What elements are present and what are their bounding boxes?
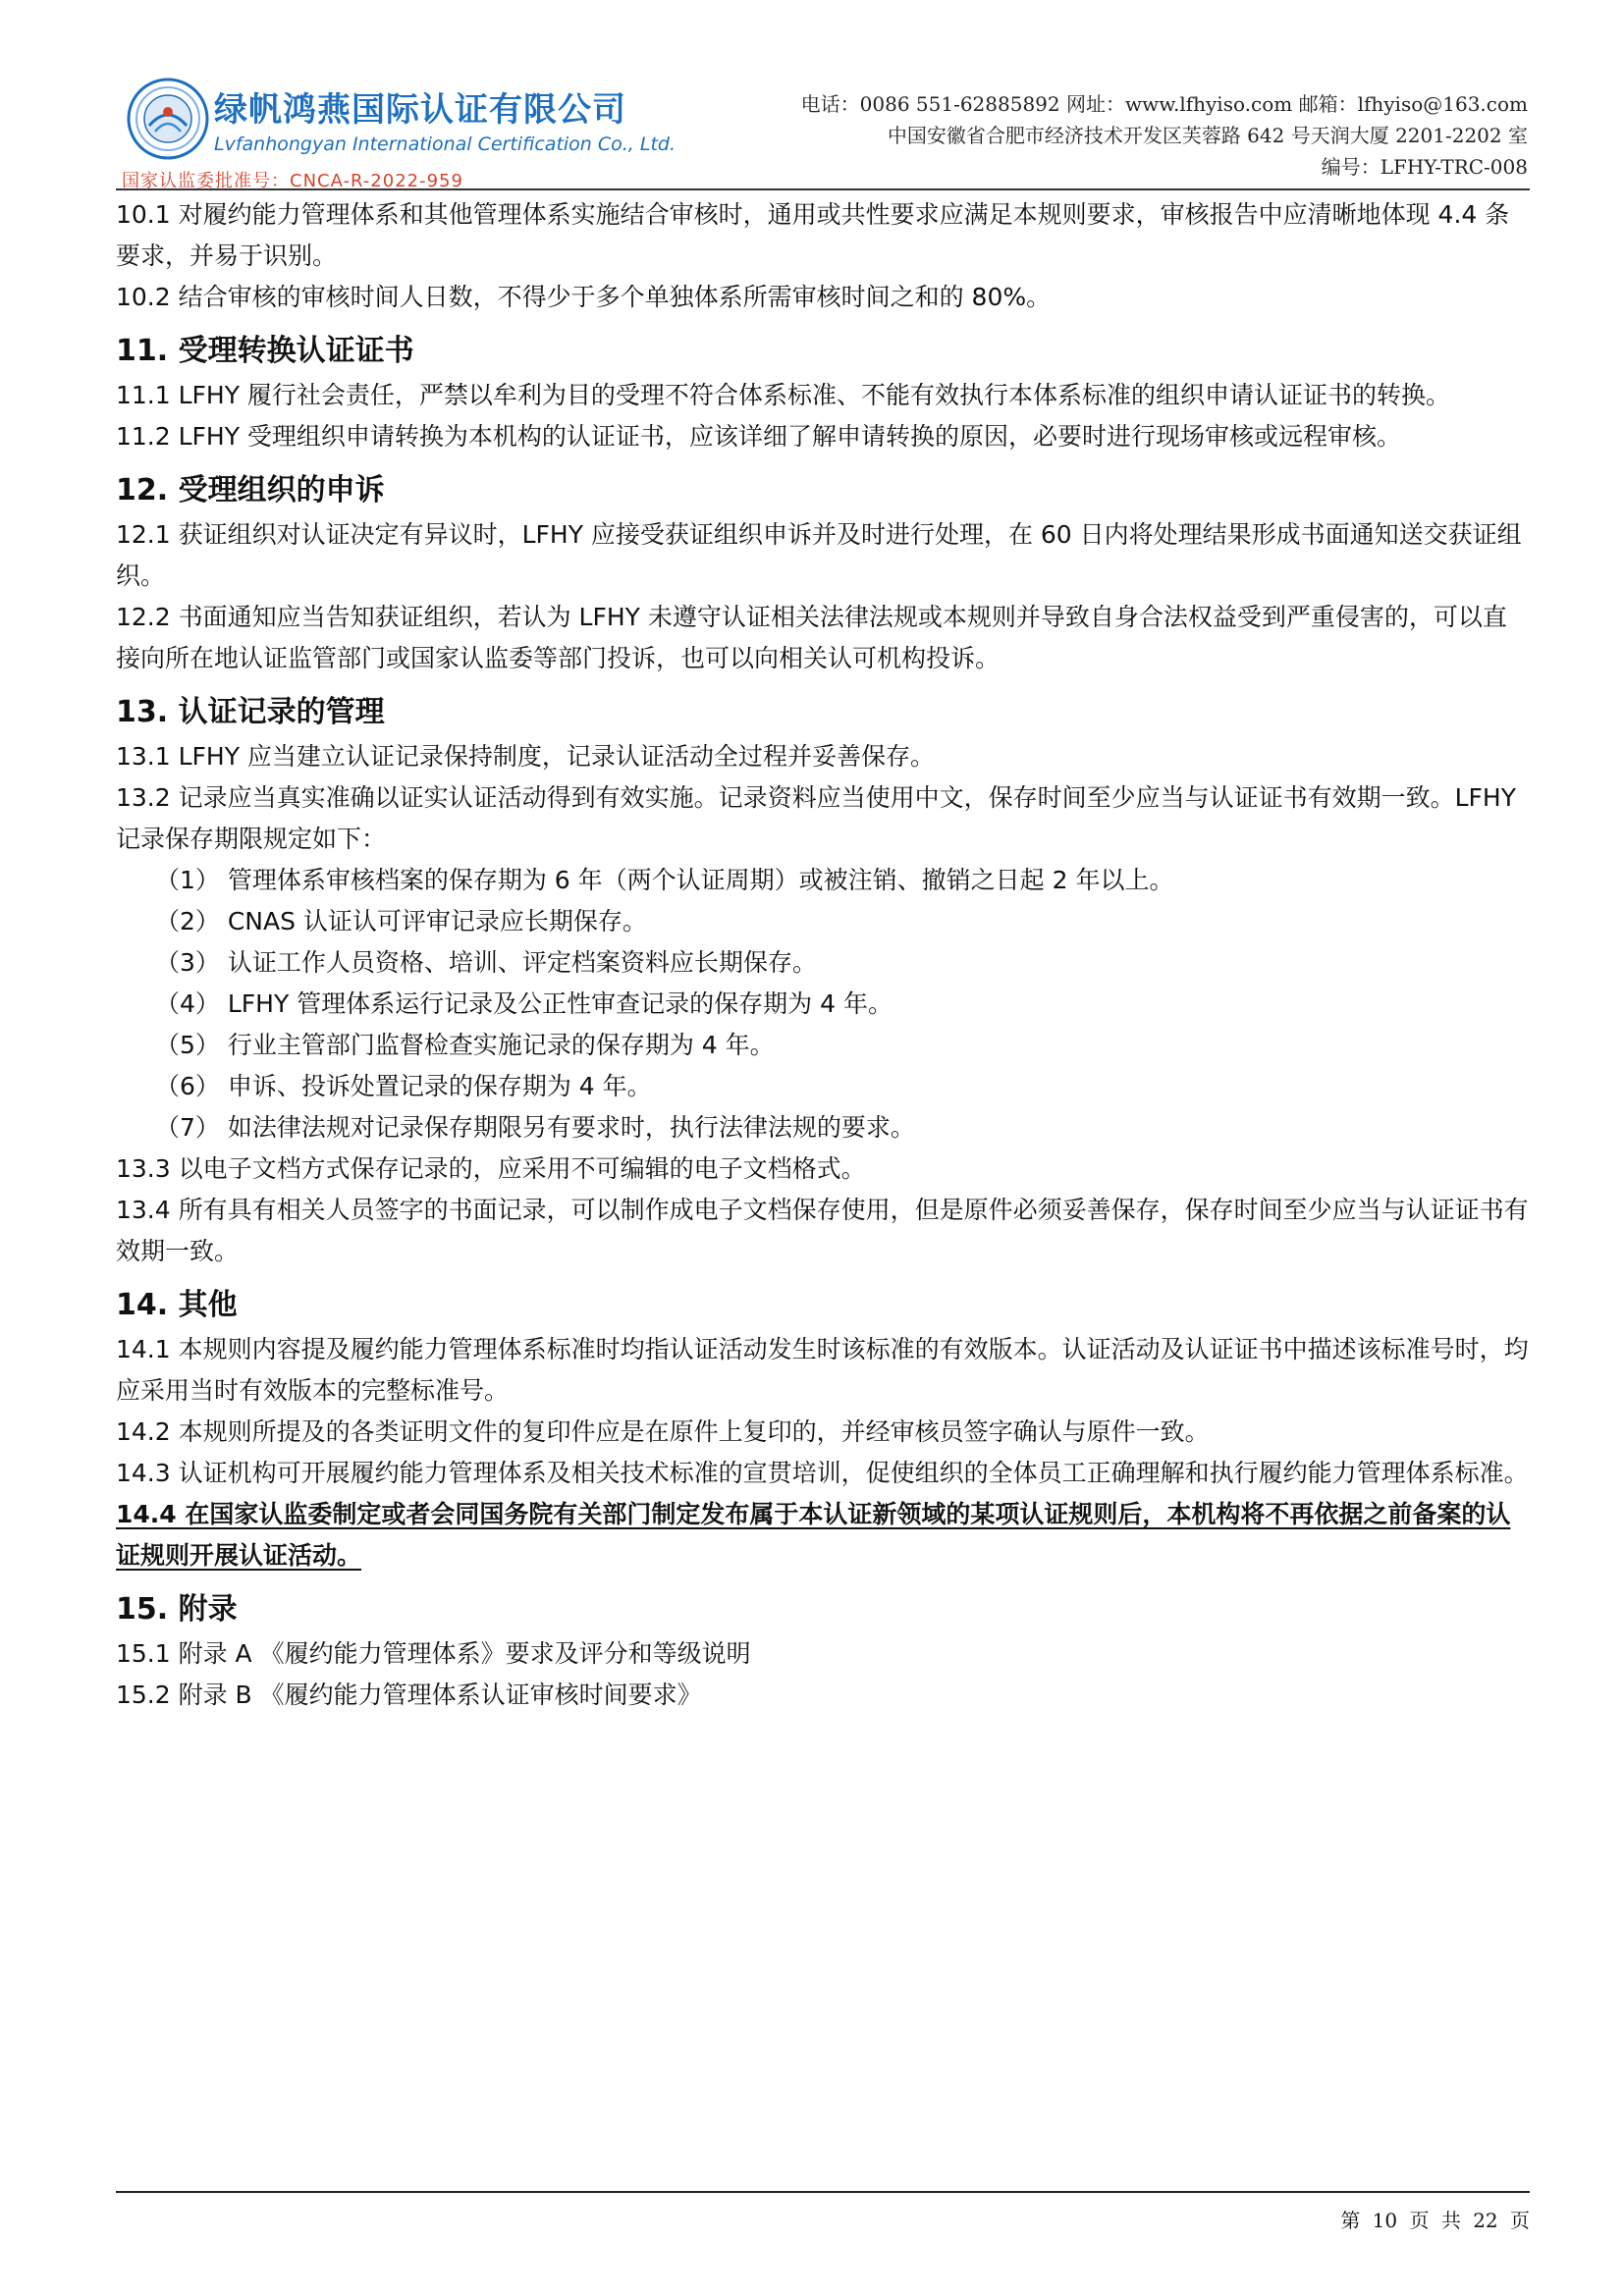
contact-address: 中国安徽省合肥市经济技术开发区芙蓉路 642 号天润大厦 2201-2202 室 <box>887 124 1528 147</box>
document-number: 编号：LFHY-TRC-008 <box>1321 155 1528 179</box>
clause-12-2: 12.2 书面通知应当告知获证组织，若认为 LFHY 未遵守认证相关法律法规或本规则并导致自身合法权益受到严重侵害的，可以直接向所在地认证监管部门或国家认监委等部门投诉，也可以向相关认可机构投诉。 <box>116 603 1507 672</box>
list-item: （3） 认证工作人员资格、培训、评定档案资料应长期保存。 <box>155 948 817 977</box>
company-name-cn: 绿帆鸿燕国际认证有限公司 <box>214 90 626 130</box>
company-logo-icon <box>126 77 210 161</box>
company-name-en: Lvfanhongyan International Certification Co., Ltd. <box>214 133 677 155</box>
list-item: （4） LFHY 管理体系运行记录及公正性审查记录的保存期为 4 年。 <box>155 989 893 1018</box>
clause-11-1: 11.1 LFHY 履行社会责任，严禁以牟利为目的受理不符合体系标准、不能有效执行本体系标准的组织申请认证证书的转换。 <box>116 381 1450 409</box>
section-11-heading: 11. 受理转换认证证书 <box>116 334 414 368</box>
page-number: 第 10 页 共 22 页 <box>1340 2209 1530 2232</box>
contact-phone-web-email: 电话：0086 551-62885892 网址：www.lfhyiso.com 邮箱：lfhyiso@163.com <box>800 92 1528 116</box>
document-body <box>116 194 1530 1716</box>
clause-14-1: 14.1 本规则内容提及履约能力管理体系标准时均指认证活动发生时该标准的有效版本。认证活动及认证证书中描述该标准号时，均应采用当时有效版本的完整标准号。 <box>116 1335 1529 1405</box>
clause-13-4: 13.4 所有具有相关人员签字的书面记录，可以制作成电子文档保存使用，但是原件必须妥善保存，保存时间至少应当与认证证书有效期一致。 <box>116 1196 1529 1265</box>
list-item: （1） 管理体系审核档案的保存期为 6 年（两个认证周期）或被注销、撤销之日起 2 年以上。 <box>155 866 1174 894</box>
section-13-heading: 13. 认证记录的管理 <box>116 695 385 729</box>
list-item: （2） CNAS 认证认可评审记录应长期保存。 <box>155 907 647 935</box>
clause-10-2: 10.2 结合审核的审核时间人日数，不得少于多个单独体系所需审核时间之和的 80%。 <box>116 283 1052 311</box>
contact-block <box>801 88 1528 183</box>
section-12-heading: 12. 受理组织的申诉 <box>116 473 385 507</box>
clause-14-3: 14.3 认证机构可开展履约能力管理体系及相关技术标准的宣贯培训，促使组织的全体员工正确理解和执行履约能力管理体系标准。 <box>116 1459 1529 1487</box>
clause-13-3: 13.3 以电子文档方式保存记录的，应采用不可编辑的电子文档格式。 <box>116 1154 866 1183</box>
clause-13-2: 13.2 记录应当真实准确以证实认证活动得到有效实施。记录资料应当使用中文，保存时间至少应当与认证证书有效期一致。LFHY 记录保存期限规定如下： <box>116 783 1516 853</box>
section-14-heading: 14. 其他 <box>116 1288 238 1322</box>
page-header <box>116 69 1530 191</box>
clause-13-1: 13.1 LFHY 应当建立认证记录保持制度，记录认证活动全过程并妥善保存。 <box>116 742 935 771</box>
clause-11-2: 11.2 LFHY 受理组织申请转换为本机构的认证证书，应该详细了解申请转换的原因，必要时进行现场审核或远程审核。 <box>116 422 1401 451</box>
appendix-b-item: 15.2 附录 B 《履约能力管理体系认证审核时间要求》 <box>116 1681 702 1709</box>
clause-10-1: 10.1 对履约能力管理体系和其他管理体系实施结合审核时，通用或共性要求应满足本规则要求，审核报告中应清晰地体现 4.4 条要求，并易于识别。 <box>116 200 1510 270</box>
section-15-heading: 15. 附录 <box>116 1592 238 1627</box>
header-divider <box>116 188 1530 190</box>
appendix-a-item: 15.1 附录 A 《履约能力管理体系》要求及评分和等级说明 <box>116 1639 751 1668</box>
list-item: （6） 申诉、投诉处置记录的保存期为 4 年。 <box>155 1072 652 1100</box>
list-item: （5） 行业主管部门监督检查实施记录的保存期为 4 年。 <box>155 1031 775 1059</box>
clause-14-2: 14.2 本规则所提及的各类证明文件的复印件应是在原件上复印的，并经审核员签字确认与原件一致。 <box>116 1417 1210 1446</box>
footer-divider <box>116 2191 1530 2193</box>
list-item: （7） 如法律法规对记录保存期限另有要求时，执行法律法规的要求。 <box>155 1113 915 1142</box>
approval-number: 国家认监委批准号：CNCA-R-2022-959 <box>122 171 463 191</box>
clause-12-1: 12.1 获证组织对认证决定有异议时，LFHY 应接受获证组织申诉并及时进行处理，在 60 日内将处理结果形成书面通知送交获证组织。 <box>116 520 1522 590</box>
clause-14-4: 14.4 在国家认监委制定或者会同国务院有关部门制定发布属于本认证新领域的某项认证规则后，本机构将不再依据之前备案的认证规则开展认证活动。 <box>116 1500 1511 1570</box>
